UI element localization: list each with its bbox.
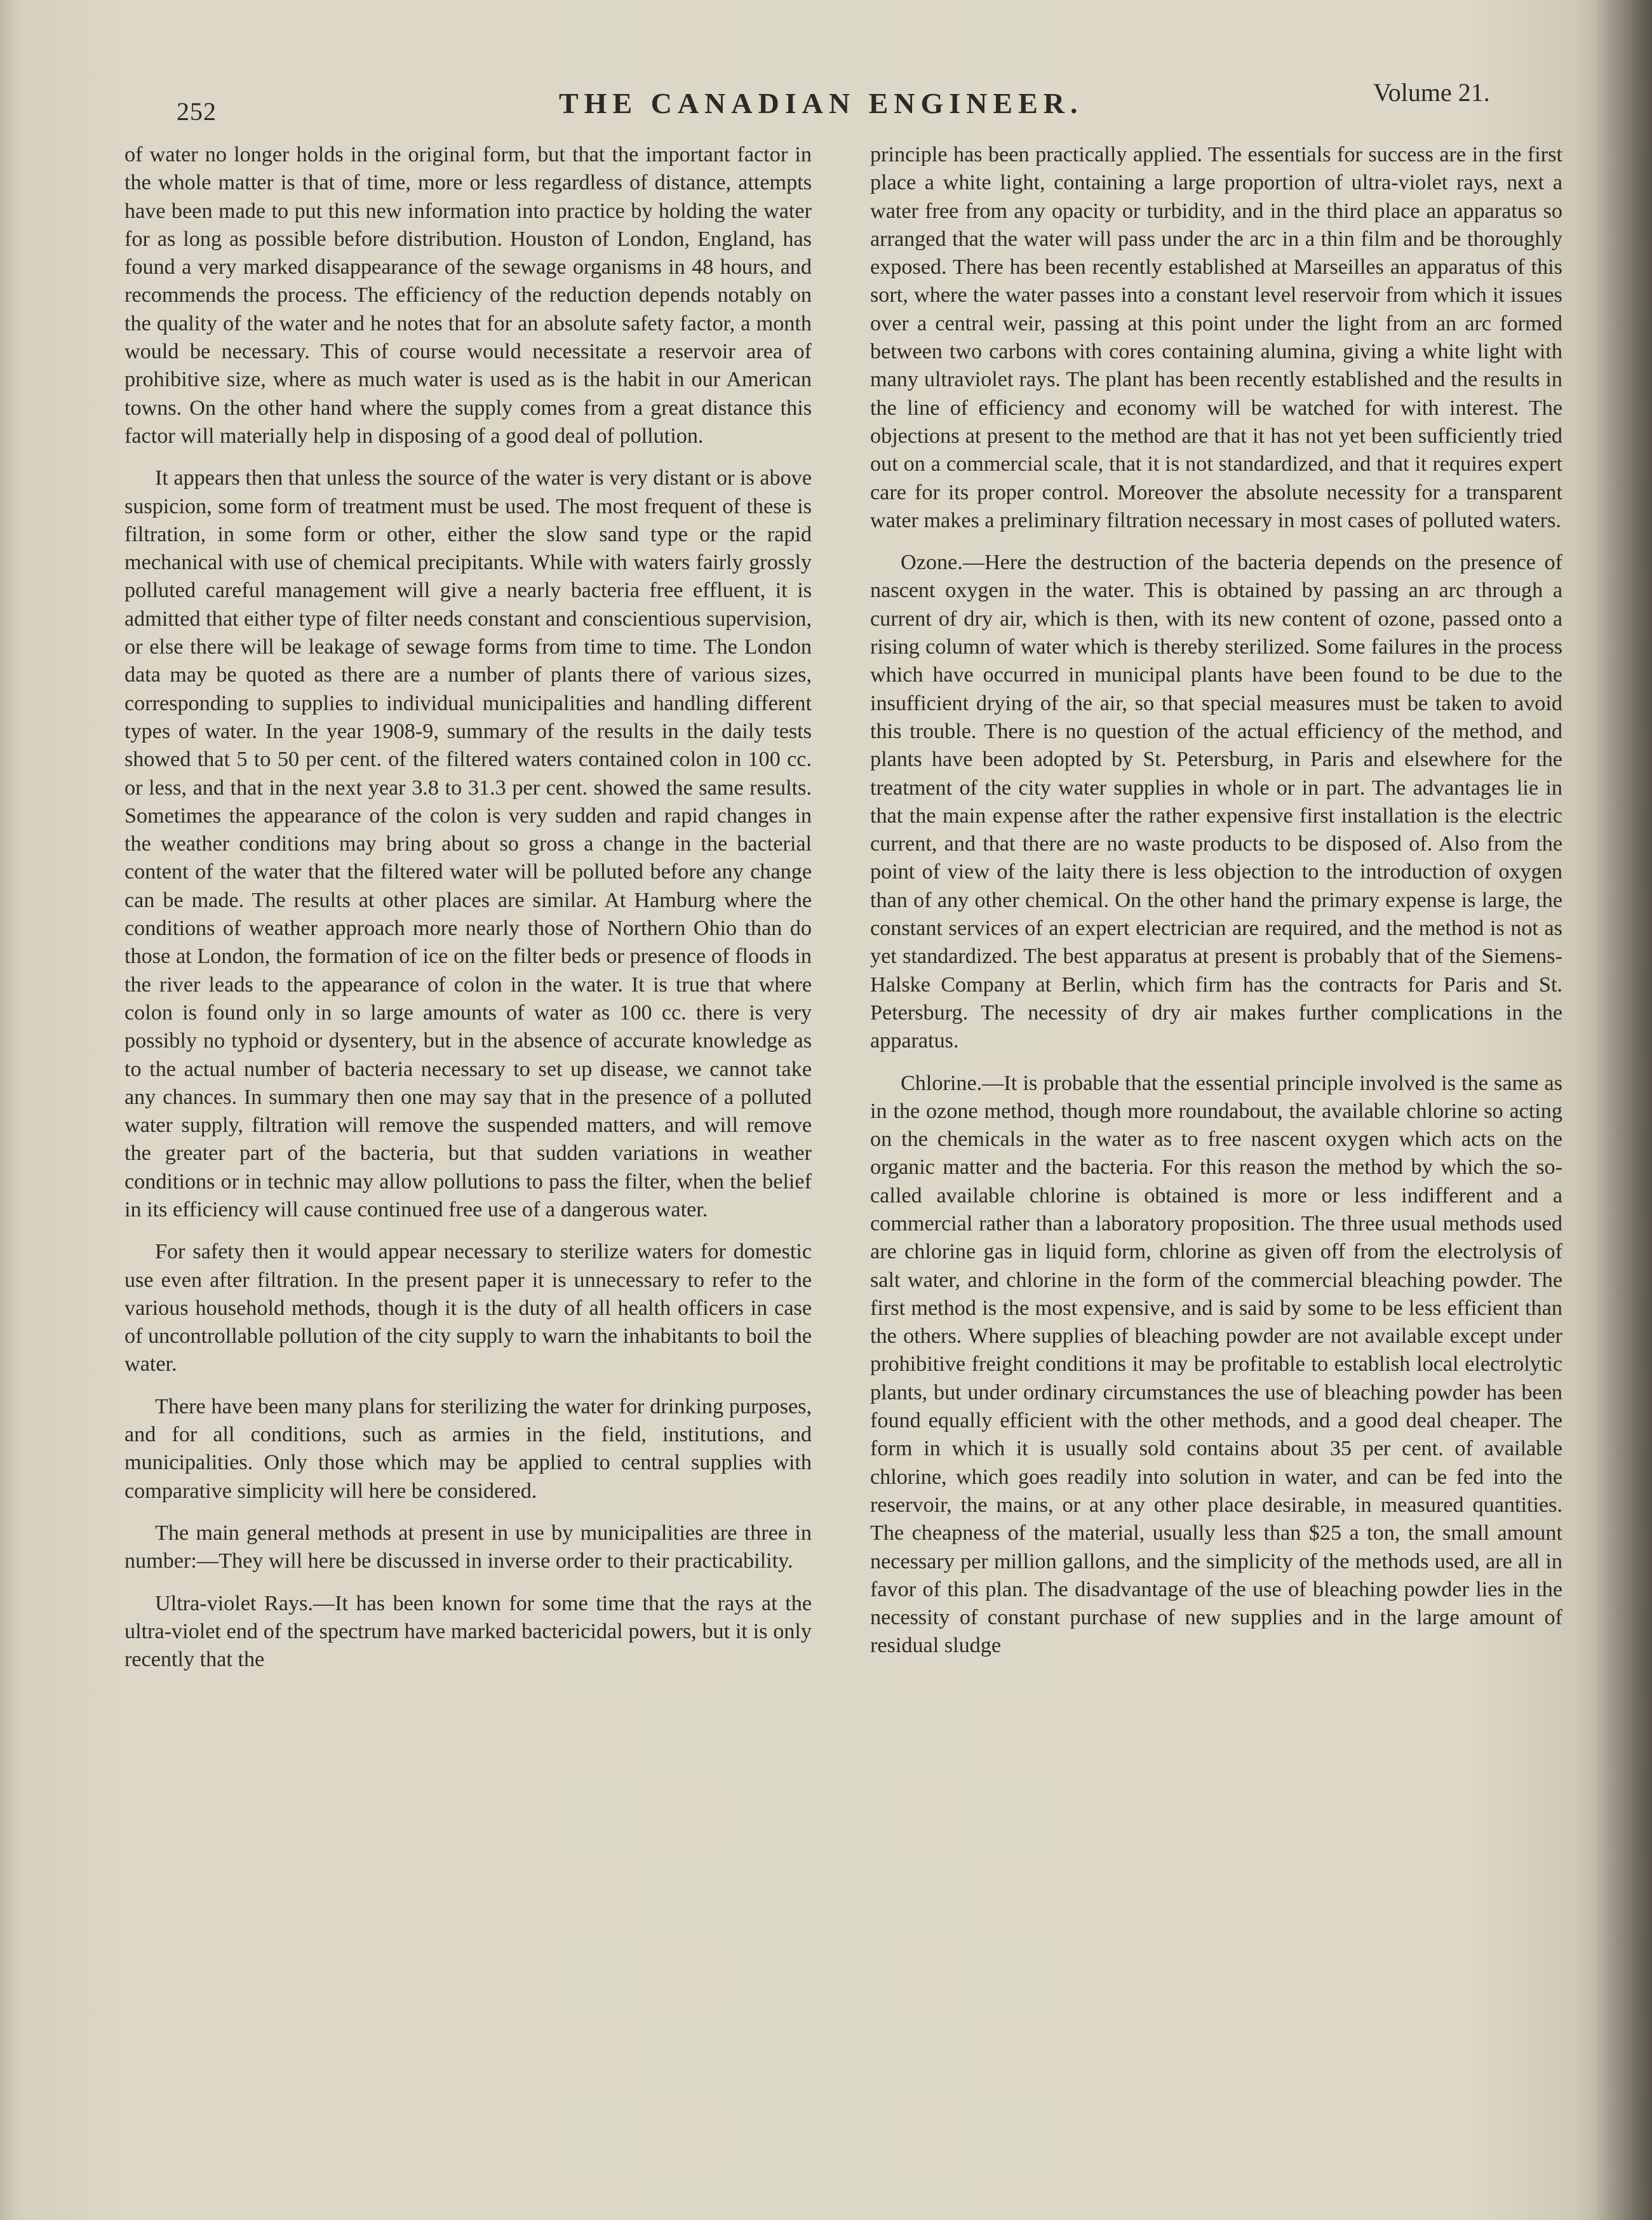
- paragraph: For safety then it would appear necessary to sterilize waters for domestic use even after filtration. In the present paper it is unnecessary to refer to the various household methods, though it is the duty of all health officers in case of uncontrollable pollution of the city supply to warn the inhabitants to boil the water.: [124, 1240, 812, 1376]
- binding-shadow: [1595, 0, 1652, 2220]
- running-header: [0, 75, 1652, 126]
- paragraph: Ozone.—Here the destruction of the bacteria depends on the presence of nascent oxygen in the water. This is obtained by passing an arc through a current of dry air, which is then, with its new content of ozone, passed onto a rising column of water which is thereby sterilized. Some failures in the process which have occurred in municipal plants have been found to be due to the insufficient drying of the air, so that special measures must be taken to avoid this trouble. There is no question of the actual efficiency of the method, and plants have been adopted by St. Petersburg, in Paris and elsewhere for the treatment of the city water supplies in whole or in part. The advantages lie in that the main expense after the rather expensive first installation is the electric current, and that there are no waste products to be disposed of. Also from the point of view of the laity there is less objection to the introduction of oxygen than of any other chemical. On the other hand the primary expense is large, the constant services of an expert electrician are required, and the method is not as yet standardized. The best apparatus at present is probably that of the Siemens-Halske Company at Berlin, which firm has the contracts for Paris and St. Petersburg. The necessity of dry air makes further complications in the apparatus.: [870, 551, 1562, 1053]
- paragraph: principle has been practically applied. The essentials for success are in the first place a white light, containing a large proportion of ultra-violet rays, next a water free from any opacity or turbidity, and in the third place an apparatus so arranged that the water will pass under the arc in a thin film and be thoroughly exposed. There has been recently established at Marseilles an apparatus of this sort, where the water passes into a constant level reservoir from which it issues over a central weir, passing at this point under the light from an arc formed between two carbons with cores containing alumina, giving a white light with many ultraviolet rays. The plant has been recently established and the results in the line of efficiency and economy will be watched for with interest. The objections at present to the method are that it has not yet been sufficiently tried out on a commercial scale, that it is not standardized, and that it requires expert care for its proper control. Moreover the absolute necessity for a transparent water makes a preliminary filtration necessary in most cases of polluted waters.: [870, 143, 1562, 532]
- journal-title: THE CANADIAN ENGINEER.: [559, 87, 1084, 119]
- volume-label: Volume 21.: [1373, 78, 1490, 107]
- right-column: [870, 141, 1562, 1674]
- paragraph: Ultra-violet Rays.—It has been known for some time that the rays at the ultra-violet end of the spectrum have marked bactericidal powers, but it is only recently that the: [124, 1591, 812, 1672]
- paragraph: of water no longer holds in the original form, but that the important factor in the whole matter is that of time, more or less regardless of distance, attempts have been made to put this new information into practice by holding the water for as long as possible before distribution. Houston of London, England, has found a very marked disappearance of the sewage organisms in 48 hours, and recommends the process. The efficiency of the reduction depends notably on the quality of the water and he notes that for an absolute safety factor, a month would be necessary. This of course would necessitate a reservoir area of prohibitive size, where as much water is used as is the habit in our American towns. On the other hand where the supply comes from a great distance this factor will materially help in disposing of a good deal of pollution.: [124, 143, 812, 448]
- paragraph: The main general methods at present in use by municipalities are three in number:—They will here be discussed in inverse order to their practicability.: [124, 1521, 812, 1573]
- paragraph: It appears then that unless the source of the water is very distant or is above suspicion, some form of treatment must be used. The most frequent of these is filtration, in some form or other, either the slow sand type or the rapid mechanical with use of chemical precipitants. While with waters fairly grossly polluted careful management will give a nearly bacteria free effluent, it is admitted that either type of filter needs constant and conscientious supervision, or else there will be leakage of sewage forms from time to time. The London data may be quoted as there are a number of plants there of various sizes, corresponding to supplies to individual municipalities and handling different types of water. In the year 1908-9, summary of the results in the daily tests showed that 5 to 50 per cent. of the filtered waters contained colon in 100 cc. or less, and that in the next year 3.8 to 31.3 per cent. showed the same results. Sometimes the appearance of the colon is very sudden and rapid changes in the weather conditions may bring about so gross a change in the bacterial content of the water that the filtered water will be polluted before any change can be made. The results at other places are similar. At Hamburg where the conditions of weather approach more nearly those of Northern Ohio than do those at London, the formation of ice on the filter beds or presence of floods in the river leads to the appearance of colon in the water. It is true that where colon is found only in so large amounts of water as 100 cc. there is very possibly no typhoid or dysentery, but in the absence of accurate knowledge as to the actual number of bacteria necessary to set up disease, we cannot take any chances. In summary then one may say that in the presence of a polluted water supply, filtration will remove the suspended matters, and will remove the greater part of the bacteria, but that sudden variations in weather conditions or in technic may allow pollutions to pass the filter, when the belief in its efficiency will cause continued free use of a dangerous water.: [124, 466, 812, 1221]
- paragraph: Chlorine.—It is probable that the essential principle involved is the same as in the ozone method, though more roundabout, the available chlorine so acting on the chemicals in the water as to free nascent oxygen which acts on the organic matter and the bacteria. For this reason the method by which the so-called available chlorine is obtained is more or less indifferent and a commercial rather than a laboratory proposition. The three usual methods used are chlorine gas in liquid form, chlorine as given off from the electrolysis of salt water, and chlorine in the form of the commercial bleaching powder. The first method is the most expensive, and is said by some to be less efficient than the others. Where supplies of bleaching powder are not available except under prohibitive freight conditions it may be profitable to establish local electrolytic plants, but under ordinary circumstances the use of bleaching powder has been found equally efficient with the other methods, and a good deal cheaper. The form in which it is usually sold contains about 35 per cent. of available chlorine, which goes readily into solution in water, and can be fed into the reservoir, the mains, or at any other place desirable, in measured quantities. The cheapness of the material, usually less than $25 a ton, the small amount necessary per million gallons, and the simplicity of the methods used, are all in favor of this plan. The disadvantage of the use of bleaching powder lies in the necessity of constant purchase of new supplies and in the large amount of residual sludge: [870, 1071, 1562, 1658]
- page-number: 252: [177, 97, 217, 126]
- paragraph: There have been many plans for sterilizing the water for drinking purposes, and for all conditions, such as armies in the field, institutions, and municipalities. Only those which may be applied to central supplies with comparative simplicity will here be considered.: [124, 1394, 812, 1503]
- left-column: [124, 141, 812, 1688]
